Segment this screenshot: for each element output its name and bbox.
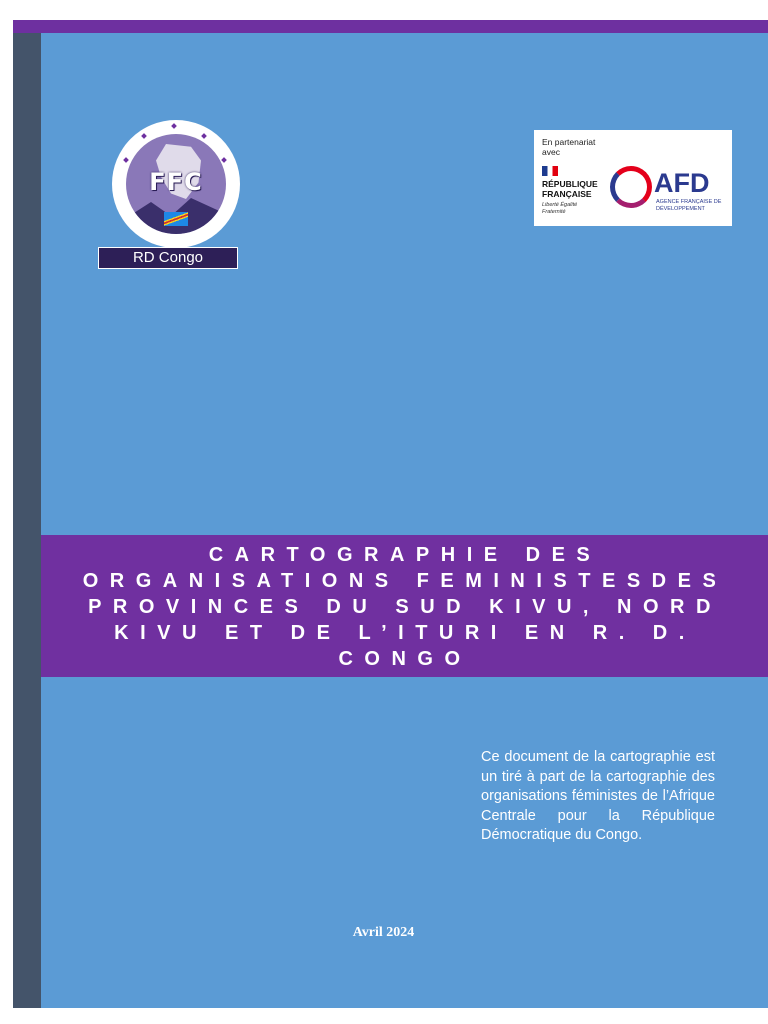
french-flag-icon: [542, 166, 558, 176]
top-accent-bar: [13, 20, 768, 33]
drc-flag-icon: [164, 212, 188, 226]
afd-label: AFD: [654, 168, 710, 198]
republic-motto: Liberté Égalité Fraternité: [542, 202, 578, 215]
partners-logo: [534, 130, 732, 226]
document-title: CARTOGRAPHIE DES ORGANISATIONS FEMINISTESDES PROVINCES DU SUD KIVU, NORD KIVU ET DE L’ITURI EN R. D. CONGO: [82, 544, 728, 670]
rd-congo-banner: RD Congo: [98, 247, 238, 269]
partnership-intro: En partenariat avec: [542, 137, 596, 157]
publication-date: Avril 2024: [352, 925, 415, 940]
logo-text: FFC: [149, 168, 203, 196]
ffc-logo-icon: [112, 120, 240, 248]
side-accent-bar: [13, 33, 41, 1008]
document-description: Ce document de la cartographie est un tiré à part de la cartographie des organisations féministes de l’Afrique Centrale pour la République Démocratique du Congo.: [481, 749, 715, 843]
afd-full-name: AGENCE FRANÇAISE DE DÉVELOPPEMENT: [656, 199, 722, 212]
afd-ring-icon: [610, 166, 652, 208]
republique-francaise-label: RÉPUBLIQUE FRANÇAISE: [542, 179, 598, 199]
